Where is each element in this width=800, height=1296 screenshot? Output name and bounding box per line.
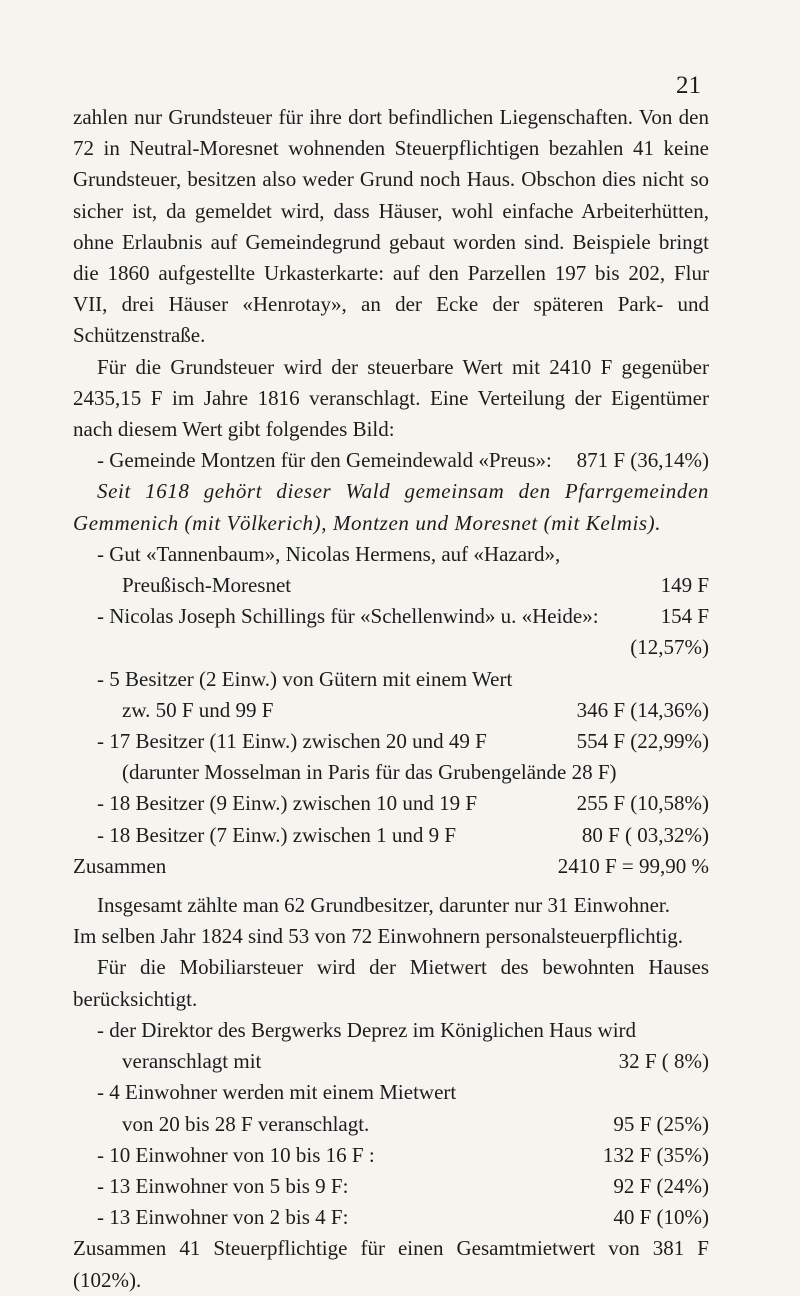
item-label: - Gemeinde Montzen für den Gemeindewald «Preus»: bbox=[97, 448, 552, 473]
list-item-schillings bbox=[73, 601, 709, 632]
list-item-18-besitzer-a bbox=[73, 788, 709, 819]
item-amount: 132 F (35%) bbox=[602, 1142, 709, 1167]
item-label: - 17 Besitzer (11 Einw.) zwischen 20 und 49 F bbox=[97, 729, 487, 754]
list-item-5-besitzer bbox=[73, 664, 709, 695]
item-amount: 40 F (10%) bbox=[613, 1205, 709, 1230]
item-label-cont: zw. 50 F und 99 F bbox=[122, 697, 274, 722]
list-item-13-einwohner-b bbox=[73, 1202, 709, 1233]
paragraph-gesamtmietwert: Zusammen 41 Steuerpflichtige für einen Gesamtmietwert von 381 F (102%). bbox=[73, 1236, 709, 1292]
item-label-cont: veranschlagt mit bbox=[122, 1049, 262, 1074]
list-item-4-einwohner bbox=[73, 1077, 709, 1108]
page-number: 21 bbox=[676, 72, 701, 99]
list-item-13-einwohner-a bbox=[73, 1171, 709, 1202]
list-item-gut-tannenbaum bbox=[73, 539, 709, 570]
list-item-10-einwohner bbox=[73, 1140, 709, 1171]
list-item-5-besitzer-cont bbox=[73, 695, 709, 726]
item-amount: 32 F ( 8%) bbox=[618, 1049, 709, 1074]
note-mosselman bbox=[73, 757, 709, 788]
paragraph-personalsteuer: Im selben Jahr 1824 sind 53 von 72 Einwohnern personalsteuerpflichtig. bbox=[73, 924, 684, 949]
paragraph-steuerbarer-wert: Für die Grundsteuer wird der steuerbare Wert mit 2410 F gegenüber 2435,15 F im Jahre 1816 veranschlagt. Eine Verteilung der Eigentümer nach diesem Wert gibt folgendes Bild: bbox=[73, 354, 709, 442]
paragraph-grundsteuer-intro: zahlen nur Grundsteuer für ihre dort befindlichen Liegenschaften. Von den 72 in Neutral-Moresnet wohnenden Steuerpflichtigen bezahlen 41 keine Grundsteuer, besitzen also weder Grund noch Haus. Obschon dies nicht so sicher ist, da gemeldet wird, dass Häuser, wohl einfache Arbeiterhütten, ohne Erlaubnis auf Gemeindegrund gebaut worden sind. Beispiele bringt die 1860 aufgestellte Urkasterkarte: auf den Parzellen 197 bis 202, Flur VII, drei Häuser «Henrotay», an der Ecke der späteren Park- und Schützenstraße. bbox=[73, 105, 709, 348]
list-total bbox=[73, 851, 709, 882]
item-amount: 255 F (10,58%) bbox=[576, 791, 709, 816]
item-note: (darunter Mosselman in Paris für das Grubengelände 28 F) bbox=[122, 760, 617, 785]
total-amount: 2410 F = 99,90 % bbox=[557, 853, 709, 878]
item-label-cont: Preußisch-Moresnet bbox=[122, 573, 292, 598]
item-amount: 346 F (14,36%) bbox=[576, 697, 709, 722]
item-label: - der Direktor des Bergwerks Deprez im Königlichen Haus wird bbox=[97, 1017, 637, 1042]
item-label: - Gut «Tannenbaum», Nicolas Hermens, auf «Hazard», bbox=[97, 541, 561, 566]
list-item-gut-tannenbaum-cont bbox=[73, 570, 709, 601]
item-label-cont: von 20 bis 28 F veranschlagt. bbox=[122, 1111, 370, 1136]
item-amount: 149 F bbox=[660, 573, 709, 598]
list-item-17-besitzer bbox=[73, 726, 709, 757]
item-label: - Nicolas Joseph Schillings für «Schellenwind» u. «Heide»: bbox=[97, 604, 599, 629]
list-item-gemeinde-montzen bbox=[73, 445, 709, 476]
page-body bbox=[73, 102, 709, 1296]
item-amount: 871 F (36,14%) bbox=[576, 448, 709, 473]
list-item-direktor-cont bbox=[73, 1046, 709, 1077]
item-label: - 4 Einwohner werden mit einem Mietwert bbox=[97, 1080, 457, 1105]
item-label: - 10 Einwohner von 10 bis 16 F : bbox=[97, 1142, 375, 1167]
item-label: - 5 Besitzer (2 Einw.) von Gütern mit einem Wert bbox=[97, 666, 513, 691]
item-amount: 554 F (22,99%) bbox=[576, 729, 709, 754]
item-label: - 13 Einwohner von 5 bis 9 F: bbox=[97, 1173, 349, 1198]
item-amount: 95 F (25%) bbox=[613, 1111, 709, 1136]
total-label: Zusammen bbox=[73, 853, 167, 878]
note-wald-preus: Seit 1618 gehört dieser Wald gemeinsam den Pfarrgemeinden Gemmenich (mit Völkerich), Montzen und Moresnet (mit Kelmis). bbox=[73, 479, 709, 535]
item-percentage: (12,57%) bbox=[630, 635, 709, 660]
list-item-18-besitzer-b bbox=[73, 820, 709, 851]
item-amount: 80 F ( 03,32%) bbox=[581, 822, 709, 847]
item-label: - 13 Einwohner von 2 bis 4 F: bbox=[97, 1205, 349, 1230]
list-item-4-einwohner-cont bbox=[73, 1109, 709, 1140]
list-item-direktor bbox=[73, 1015, 709, 1046]
paragraph-grundbesitzer: Insgesamt zählte man 62 Grundbesitzer, darunter nur 31 Einwohner. bbox=[97, 893, 670, 918]
item-amount: 92 F (24%) bbox=[613, 1173, 709, 1198]
item-label: - 18 Besitzer (7 Einw.) zwischen 1 und 9 F bbox=[97, 822, 457, 847]
item-amount: 154 F bbox=[660, 604, 709, 629]
item-label: - 18 Besitzer (9 Einw.) zwischen 10 und 19 F bbox=[97, 791, 478, 816]
paragraph-mobiliarsteuer: Für die Mobiliarsteuer wird der Mietwert des bewohnten Hauses berücksichtigt. bbox=[73, 955, 709, 1011]
